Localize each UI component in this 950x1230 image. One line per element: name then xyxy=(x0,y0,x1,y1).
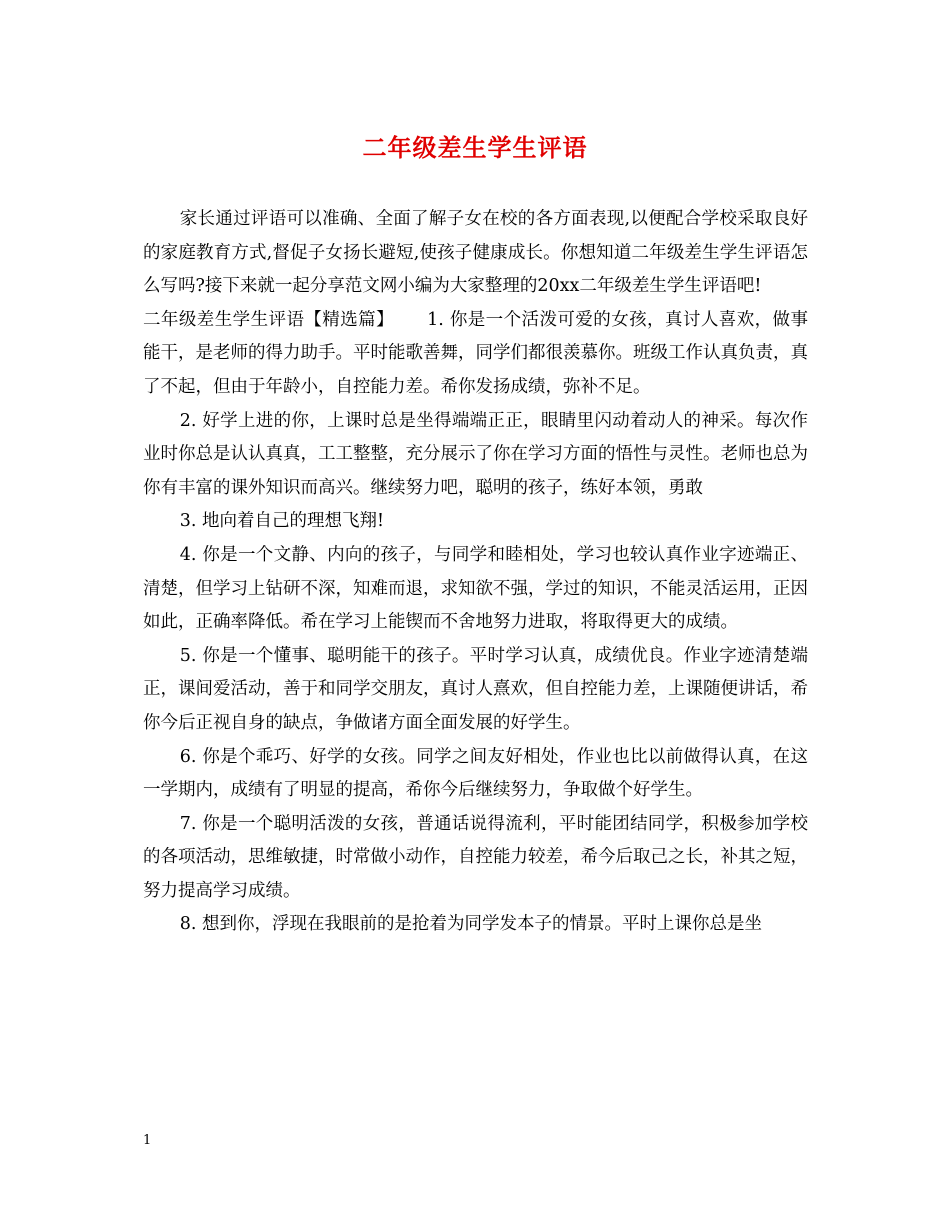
comment-paragraph-5: 5. 你是一个懂事、聪明能干的孩子。平时学习认真，成绩优良。作业字迹清楚端正，课间爱活动，善于和同学交朋友，真讨人熹欢，但自控能力差，上课随便讲话，希你今后正视自身的缺点，争做诸方面全面发展的好学生。 xyxy=(143,645,808,733)
section-heading-paragraph: 二年级差生学生评语【精选篇】 1. 你是一个活泼可爱的女孩，真讨人喜欢，做事能干，是老师的得力助手。平时能歌善舞，同学们都很羡慕你。班级工作认真负责，真了不起，但由于年龄小，自控能力差。希你发扬成绩，弥补不足。 xyxy=(143,309,808,397)
comment-paragraph-7: 7. 你是一个聪明活泼的女孩，普通话说得流利，平时能团结同学，积极参加学校的各项活动，思维敏捷，时常做小动作，自控能力较差，希今后取己之长，补其之短，努力提高学习成绩。 xyxy=(143,813,808,901)
comment-paragraph-8: 8. 想到你，浮现在我眼前的是抢着为同学发本子的情景。平时上课你总是坐 xyxy=(179,914,763,935)
comment-paragraph-3: 3. 地向着自己的理想飞翔! xyxy=(179,511,385,532)
page-number: 1 xyxy=(143,1133,152,1148)
intro-paragraph: 家长通过评语可以准确、全面了解子女在校的各方面表现,以便配合学校采取良好的家庭教育方式,督促子女扬长避短,使孩子健康成长。你想知道二年级差生学生评语怎么写吗?接下来就一起分享范文网小编为大家整理的20xx二年级差生学生评语吧! xyxy=(143,209,808,297)
document-title: 二年级差生学生评语 xyxy=(362,133,588,162)
document-body xyxy=(143,203,808,942)
comment-paragraph-4: 4. 你是一个文静、内向的孩子，与同学和睦相处，学习也较认真作业字迹端正、清楚，但学习上钻研不深，知难而退，求知欲不强，学过的知识，不能灵活运用，正因如此，正确率降低。希在学习上能锲而不舍地努力进取，将取得更大的成绩。 xyxy=(143,544,808,633)
comment-paragraph-2: 2. 好学上进的你，上课时总是坐得端端正正，眼睛里闪动着动人的神采。每次作业时你总是认认真真，工工整整，充分展示了你在学习方面的悟性与灵性。老师也总为你有丰富的课外知识而高兴。继续努力吧，聪明的孩子，练好本领，勇敢 xyxy=(143,410,808,498)
comment-paragraph-6: 6. 你是个乖巧、好学的女孩。同学之间友好相处，作业也比以前做得认真，在这一学期内，成绩有了明显的提高，希你今后继续努力，争取做个好学生。 xyxy=(143,746,808,801)
